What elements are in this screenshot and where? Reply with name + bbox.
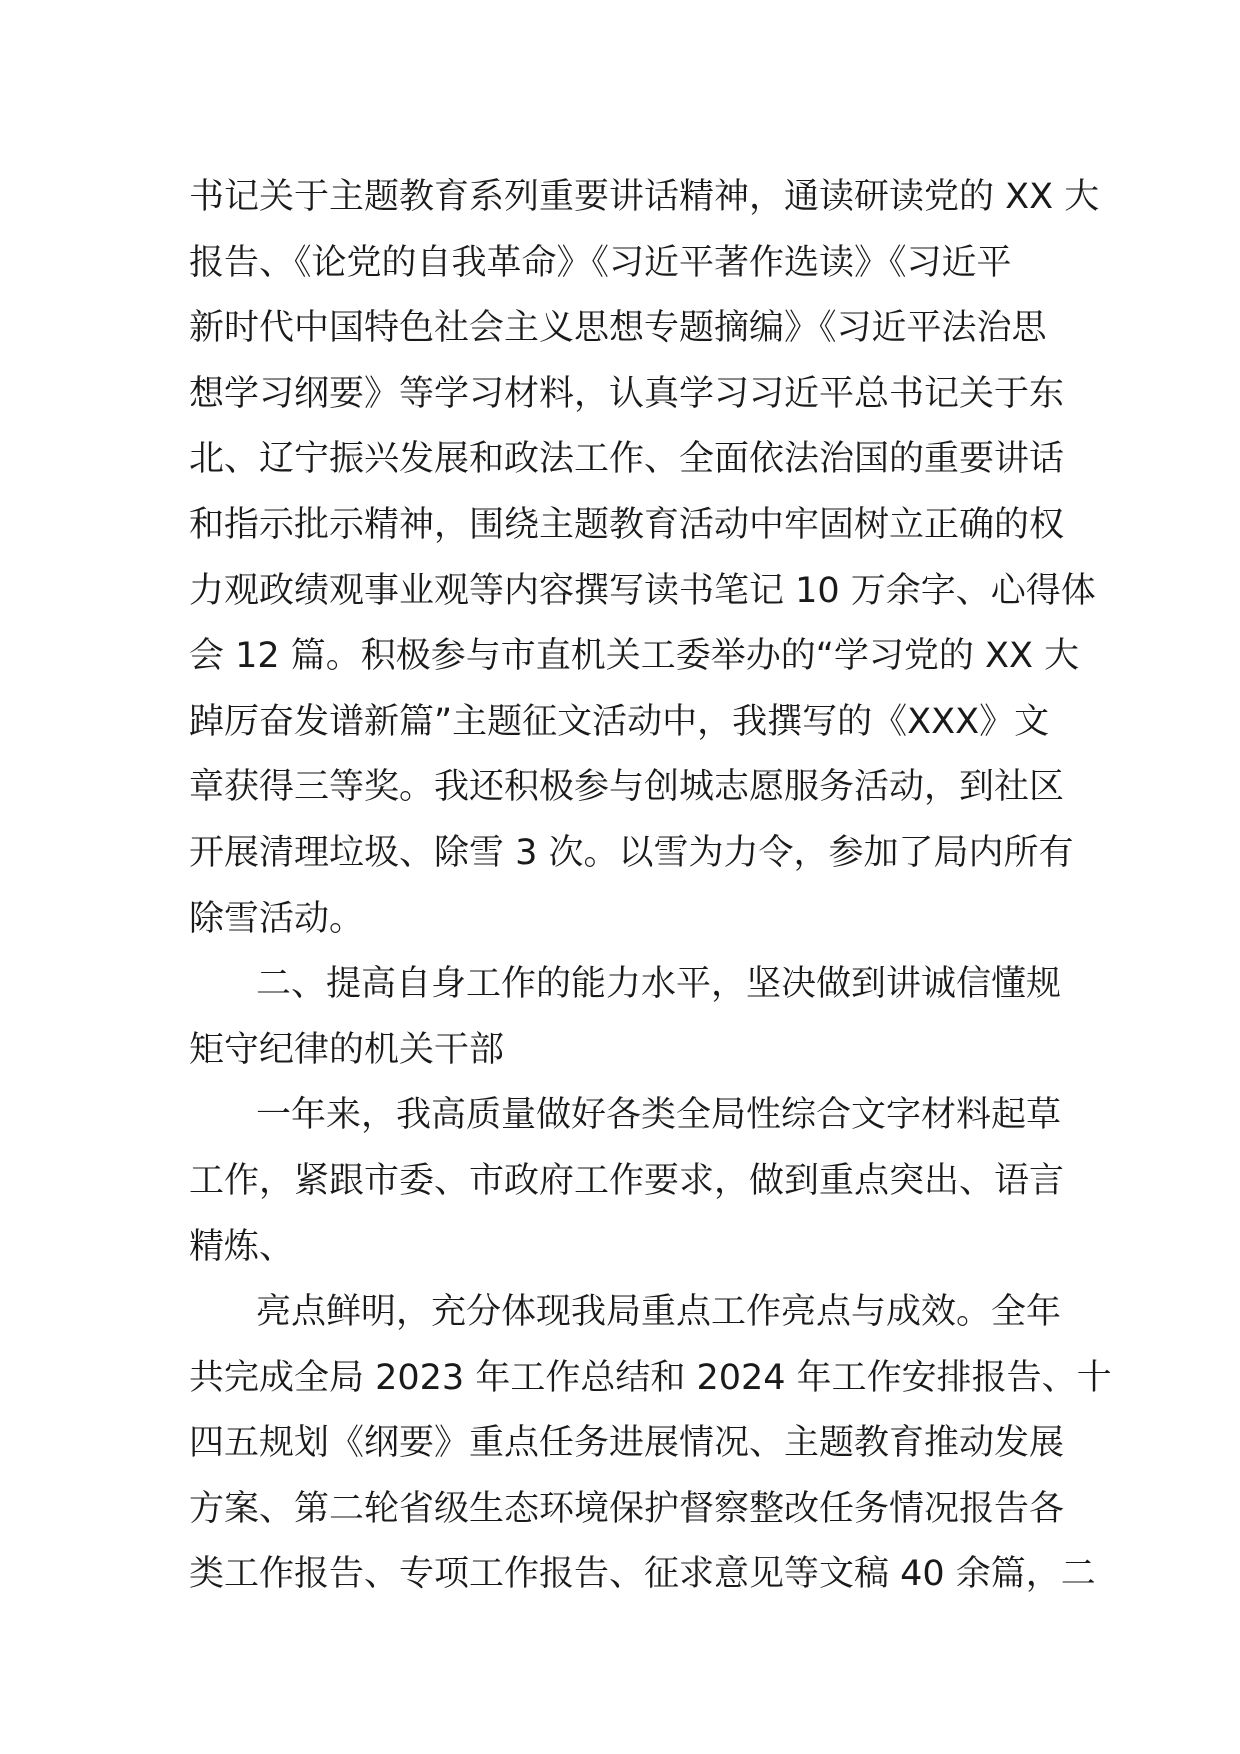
text-line: 北、辽宁振兴发展和政法工作、全面依法治国的重要讲话: [189, 439, 1065, 480]
text-line: 踔厉奋发谱新篇”主题征文活动中，我撰写的《XXX》文: [189, 701, 1050, 742]
text-line: 开展清理垃圾、除雪 3 次。以雪为力令，参加了局内所有: [189, 832, 1074, 873]
text-line: 类工作报告、专项工作报告、征求意见等文稿 40 余篇，二: [189, 1554, 1096, 1595]
text-line: 四五规划《纲要》重点任务进展情况、主题教育推动发展: [189, 1423, 1065, 1464]
text-line: 力观政绩观事业观等内容撰写读书笔记 10 万余字、心得体: [189, 570, 1096, 611]
text-line: 章获得三等奖。我还积极参与创城志愿服务活动，到社区: [189, 767, 1065, 808]
text-line: 想学习纲要》等学习材料，认真学习习近平总书记关于东: [189, 373, 1065, 414]
document-body: [189, 165, 1112, 1608]
text-line: 会 12 篇。积极参与市直机关工委举办的“学习党的 XX 大: [189, 636, 1080, 677]
text-line: 工作，紧跟市委、市政府工作要求，做到重点突出、语言: [189, 1160, 1065, 1201]
section-heading-continued: 矩守纪律的机关干部: [189, 1029, 505, 1070]
text-line: 新时代中国特色社会主义思想专题摘编》《习近平法治思: [189, 308, 1047, 349]
text-line: 方案、第二轮省级生态环境保护督察整改任务情况报告各: [189, 1488, 1065, 1529]
text-line: 报告、《论党的自我革命》《习近平著作选读》《习近平: [189, 242, 1012, 283]
text-line: 和指示批示精神，围绕主题教育活动中牢固树立正确的权: [189, 504, 1065, 545]
text-line: 除雪活动。: [189, 898, 365, 939]
text-line: 书记关于主题教育系列重要讲话精神，通读研读党的 XX 大: [189, 177, 1100, 217]
paragraph-start: 亮点鲜明，充分体现我局重点工作亮点与成效。全年: [256, 1292, 1062, 1333]
paragraph-start: 一年来，我高质量做好各类全局性综合文字材料起草: [256, 1095, 1062, 1136]
text-line: 精炼、: [189, 1226, 295, 1267]
section-heading: 二、提高自身工作的能力水平，坚决做到讲诚信懂规: [256, 964, 1062, 1005]
text-line: 共完成全局 2023 年工作总结和 2024 年工作安排报告、十: [189, 1357, 1112, 1398]
